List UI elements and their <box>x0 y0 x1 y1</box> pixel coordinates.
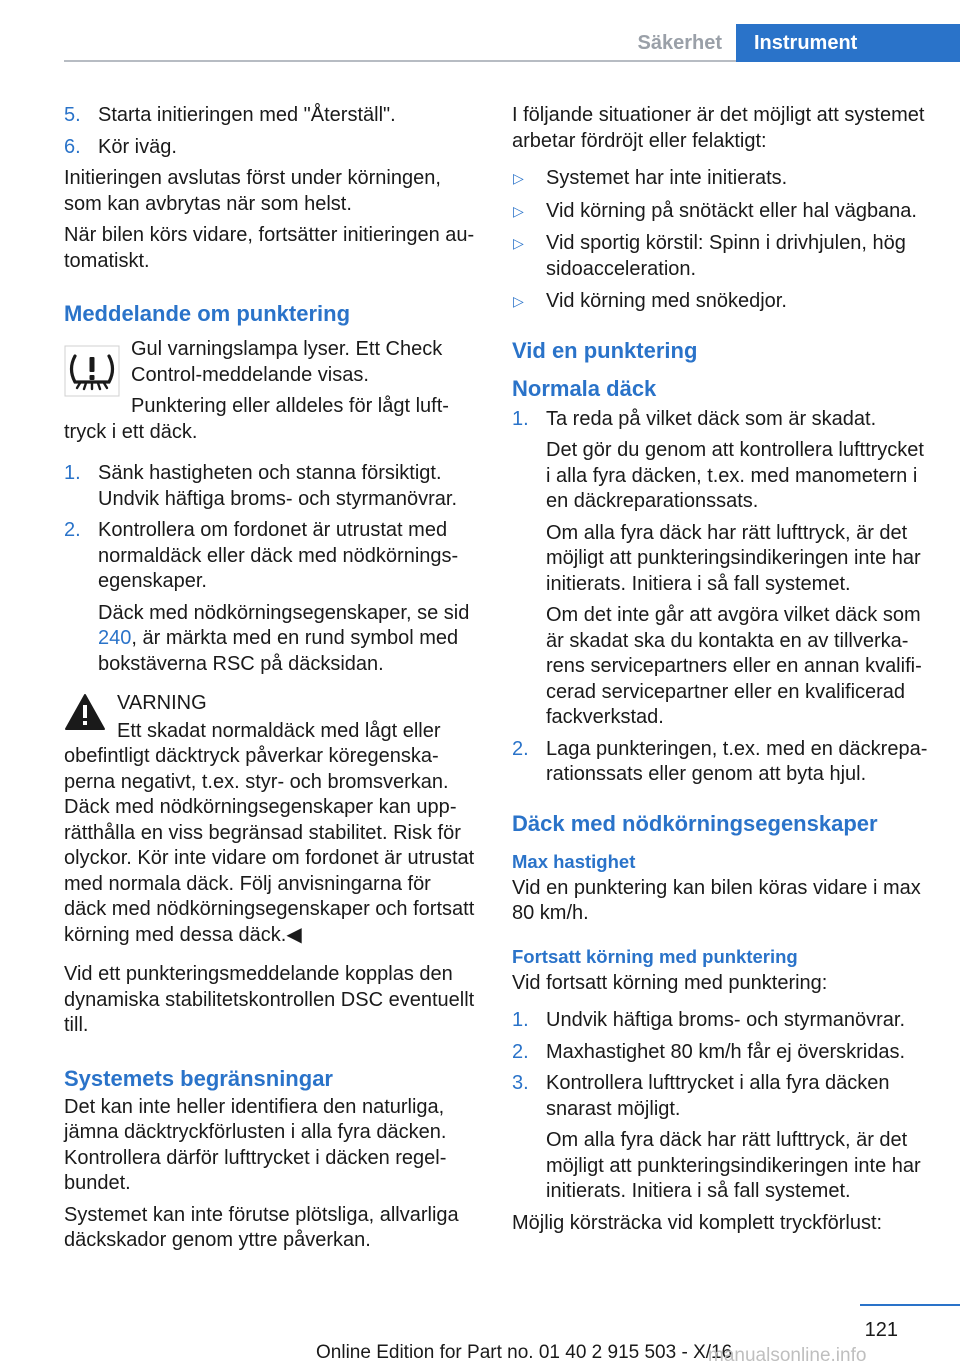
bullet-text: Vid körning med snökedjor. <box>546 290 787 312</box>
list-item <box>64 135 478 161</box>
edition-line: Online Edition for Part no. 01 40 2 915 503 - X/16 <box>316 1342 733 1362</box>
step-text: Undvik häftiga broms- och styrmanövrar. <box>546 1009 906 1031</box>
warning-text-body: Ett skadat normaldäck med lågt eller obefintligt däcktryck påverkar köregenskaperna negativt, t.ex. styr- och bromsverkan. Däck med nödkörningsegenskaper kan upprätthålla en viss begränsad stabilitet. Risk för olyckor. Kör inte vidare om fordonet är utrustat med normala däck. Följ anvisningarna för däck med nödkörningsegenskaper och fortsatt körning med dessa däck.◀ <box>64 719 475 946</box>
triangle-right-icon: ▷ <box>513 170 524 186</box>
paragraph: I följande situationer är det möjligt att systemet arbetar fördröjt eller felaktigt: <box>512 104 925 152</box>
paragraph: Vid fortsatt körning med punktering: <box>512 971 828 994</box>
step-number: 3. <box>512 1072 529 1094</box>
list-item <box>512 1040 930 1066</box>
step-text: Ta reda på vilket däck som är skadat. <box>546 407 877 430</box>
bullet-text: Vid sportig körstil: Spinn i drivhjulen, hög sidoacceleration. <box>546 232 906 280</box>
step-subtext: Däck med nödkörningsegenskaper, se sid 240, är märkta med en rund symbol med bokstäverna RSC på däcksidan. <box>98 601 470 675</box>
section-heading: Däck med nödkörningsegenskaper <box>512 810 878 836</box>
paragraph: Vid en punktering kan bilen köras vidare i max 80 km/h. <box>512 876 921 924</box>
list-item <box>512 1008 930 1034</box>
list-item <box>64 103 478 129</box>
page-reference-link[interactable]: 240 <box>98 627 132 649</box>
tire-pressure-warning-icon <box>64 345 120 397</box>
triangle-right-icon: ▷ <box>513 235 524 251</box>
paragraph: Möjlig körsträcka vid komplett tryckförlust: <box>512 1211 883 1234</box>
section-heading: Vid en punktering <box>512 337 698 363</box>
step-number: 2. <box>512 737 529 760</box>
tab-instrument[interactable]: Instrument <box>736 24 960 62</box>
lamp-description: Gul varningslampa lyser. Ett Check Control-meddelande visas. <box>131 338 443 386</box>
warning-block <box>64 691 478 948</box>
tire-pressure-block <box>64 337 478 445</box>
step-number: 2. <box>512 1040 529 1063</box>
step-number: 1. <box>64 462 81 484</box>
list-item <box>512 737 930 788</box>
subsection-heading: Normala däck <box>512 375 657 401</box>
step-text: Maxhastighet 80 km/h får ej överskridas. <box>546 1040 906 1063</box>
list-item <box>512 407 930 731</box>
lamp-description-2-text: Punktering eller alldeles för lågt lufttryck i ett däck. <box>64 395 449 443</box>
right-column <box>512 103 930 1242</box>
section-heading: Systemets begränsningar <box>64 1065 333 1091</box>
list-item <box>512 166 930 192</box>
step-text: Kontrollera lufttrycket i alla fyra däcken snarast möjligt. <box>546 1072 890 1120</box>
warning-triangle-icon <box>64 693 106 731</box>
tab-sakerhet[interactable]: Säkerhet <box>637 32 722 54</box>
subheading: Fortsatt körning med punktering <box>512 945 798 967</box>
section-heading: Meddelande om punktering <box>64 301 351 326</box>
paragraph: Det kan inte heller identifiera den naturliga, jämna däcktryckförlusten i alla fyra däcken. Kontrollera därför lufttrycket i däcken regelbundet. <box>64 1095 447 1194</box>
bullet-text: Systemet har inte initierats. <box>546 167 788 189</box>
step-number: 6. <box>64 135 81 158</box>
list-item <box>512 231 930 282</box>
step-subtext: Om alla fyra däck har rätt lufttryck, är det möjligt att punkteringsindikeringen inte har initierats. Initiera i så fall systemet. <box>546 1129 921 1202</box>
warning-text <box>64 719 478 949</box>
list-item <box>512 289 930 315</box>
step-subtext: Det gör du genom att kontrollera lufttrycket i alla fyra däcken, t.ex. med manometern i en däckreparationssats. <box>546 439 924 512</box>
step-number: 5. <box>64 104 81 126</box>
step-subtext: Om alla fyra däck har rätt lufttryck, är det möjligt att punkteringsindikeringen inte har initierats. Initiera i så fall systemet. <box>546 521 921 595</box>
step-number: 1. <box>512 407 529 430</box>
triangle-right-icon: ▷ <box>513 202 524 219</box>
left-column <box>64 103 478 1260</box>
step-text: Laga punkteringen, t.ex. med en däckreparationssats eller genom att byta hjul. <box>546 737 928 785</box>
step-subtext: Om det inte går att avgöra vilket däck som är skadat ska du kontakta en av tillverkarens servicepartners eller en annan kvalificerad servicepartner eller en kvalificerad fackverkstad. <box>546 604 922 728</box>
step-text: Kör iväg. <box>98 135 177 158</box>
lamp-description-2 <box>64 394 478 445</box>
step-number: 2. <box>64 519 81 541</box>
paragraph: Initieringen avslutas först under körningen, som kan avbrytas när som helst. <box>64 167 441 215</box>
subheading: Max hastighet <box>512 850 636 872</box>
list-item <box>512 1071 930 1205</box>
list-item <box>64 518 478 677</box>
warning-title: VARNING <box>117 692 207 714</box>
step-number: 1. <box>512 1009 529 1031</box>
triangle-right-icon: ▷ <box>513 293 524 309</box>
page-number: 121 <box>864 1319 898 1341</box>
step-text: Kontrollera om fordonet är utrustat med normaldäck eller däck med nödkörningsegenskaper. <box>98 519 459 592</box>
step-text: Sänk hastigheten och stanna försiktigt. Undvik häftiga broms- och styrmanövrar. <box>98 462 458 510</box>
list-item <box>64 461 478 512</box>
step-text: Starta initieringen med "Återställ". <box>98 104 396 126</box>
list-item <box>512 199 930 225</box>
paragraph: När bilen körs vidare, fortsätter initieringen automatiskt. <box>64 224 475 272</box>
watermark: manualsonline.info <box>708 1345 867 1362</box>
footer-rule <box>860 1304 960 1306</box>
bullet-text: Vid körning på snötäckt eller hal vägbana. <box>546 199 917 222</box>
paragraph: Systemet kan inte förutse plötsliga, allvarliga däckskador genom yttre påverkan. <box>64 1203 459 1251</box>
paragraph: Vid ett punkteringsmeddelande kopplas den dynamiska stabilitetskontrollen DSC eventuellt till. <box>64 963 475 1036</box>
